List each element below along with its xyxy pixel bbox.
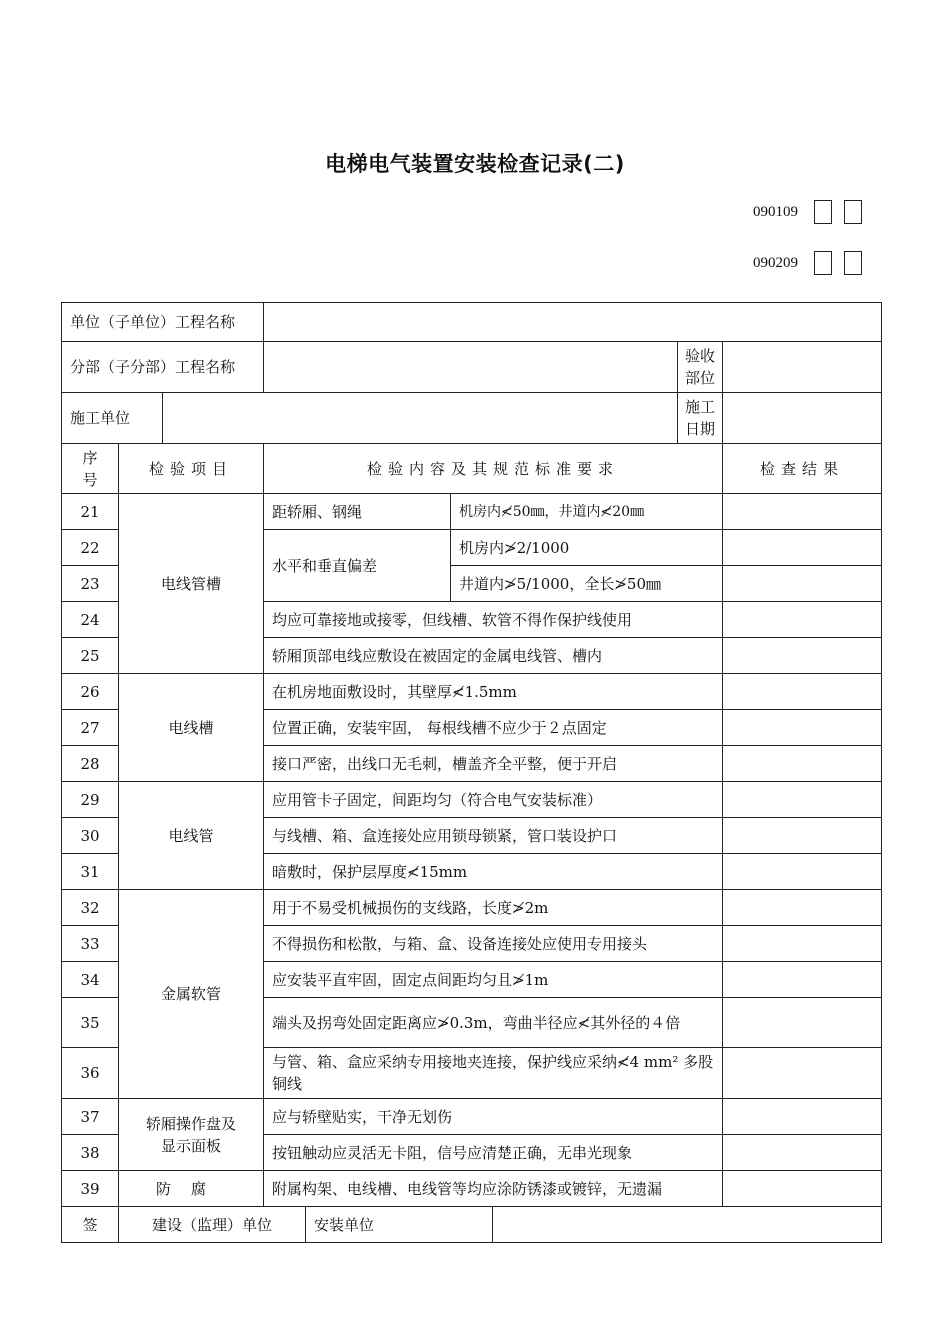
row-requirement: 应安装平直牢固，固定点间距均匀且≯1m [264, 962, 723, 998]
table-row [62, 1099, 882, 1135]
signature-row [62, 1207, 882, 1243]
row-number: 31 [62, 854, 119, 890]
form-code: 090109 [753, 203, 798, 220]
owner-label: 建设（监理）单位 [119, 1207, 306, 1243]
result-cell[interactable] [723, 962, 882, 998]
date-value-cell[interactable] [723, 393, 882, 444]
result-cell[interactable] [723, 530, 882, 566]
row-number: 29 [62, 782, 119, 818]
item-group-label: 电线管槽 [119, 494, 264, 674]
installer-label: 安装单位 [306, 1207, 493, 1243]
sign-label: 签 [62, 1207, 119, 1243]
result-cell[interactable] [723, 602, 882, 638]
row-requirement: 附属构架、电线槽、电线管等均应涂防锈漆或镀锌，无遗漏 [264, 1171, 723, 1207]
row-number: 21 [62, 494, 119, 530]
item-group-label: 金属软管 [119, 890, 264, 1099]
result-cell[interactable] [723, 890, 882, 926]
item-sub-label: 水平和垂直偏差 [264, 530, 451, 602]
item-group-label: 轿厢操作盘及显示面板 [119, 1099, 264, 1171]
row-number: 33 [62, 926, 119, 962]
row-number: 34 [62, 962, 119, 998]
header-row-subunit [62, 342, 882, 393]
result-cell[interactable] [723, 854, 882, 890]
result-cell[interactable] [723, 1171, 882, 1207]
col-seq: 序号 [62, 444, 119, 494]
accept-part-value-cell[interactable] [723, 342, 882, 393]
result-cell[interactable] [723, 746, 882, 782]
accept-part-label: 验收部位 [678, 342, 723, 393]
row-number: 35 [62, 998, 119, 1048]
row-number: 30 [62, 818, 119, 854]
result-cell[interactable] [723, 1048, 882, 1099]
row-requirement: 用于不易受机械损伤的支线路，长度≯2m [264, 890, 723, 926]
col-result: 检查结果 [723, 444, 882, 494]
code-row-1 [753, 199, 862, 225]
header-row-unit [62, 303, 882, 342]
row-requirement: 应与轿壁贴实，干净无划伤 [264, 1099, 723, 1135]
row-number: 39 [62, 1171, 119, 1207]
row-number: 36 [62, 1048, 119, 1099]
item-group-label: 防腐 [119, 1171, 264, 1207]
result-cell[interactable] [723, 782, 882, 818]
result-cell[interactable] [723, 998, 882, 1048]
table-row [62, 1171, 882, 1207]
unit-label: 单位（子单位）工程名称 [62, 303, 264, 342]
row-requirement: 位置正确，安装牢固， 每根线槽不应少于２点固定 [264, 710, 723, 746]
result-cell[interactable] [723, 818, 882, 854]
row-requirement: 不得损伤和松散，与箱、盒、设备连接处应使用专用接头 [264, 926, 723, 962]
row-requirement: 按钮触动应灵活无卡阻，信号应清楚正确，无串光现象 [264, 1135, 723, 1171]
result-cell[interactable] [723, 1135, 882, 1171]
result-cell[interactable] [723, 566, 882, 602]
result-cell[interactable] [723, 494, 882, 530]
table-row [62, 782, 882, 818]
row-number: 23 [62, 566, 119, 602]
row-requirement: 应用管卡子固定，间距均匀（符合电气安装标准） [264, 782, 723, 818]
row-number: 28 [62, 746, 119, 782]
row-requirement: 轿厢顶部电线应敷设在被固定的金属电线管、槽内 [264, 638, 723, 674]
row-number: 27 [62, 710, 119, 746]
row-number: 38 [62, 1135, 119, 1171]
result-cell[interactable] [723, 926, 882, 962]
subunit-label: 分部（子分部）工程名称 [62, 342, 264, 393]
row-number: 37 [62, 1099, 119, 1135]
result-cell[interactable] [723, 710, 882, 746]
code-checkbox[interactable] [814, 200, 832, 224]
form-code: 090209 [753, 254, 798, 271]
column-header-row [62, 444, 882, 494]
col-content: 检验内容及其规范标准要求 [264, 444, 723, 494]
row-number: 22 [62, 530, 119, 566]
row-requirement: 在机房地面敷设时，其壁厚≮1.5mm [264, 674, 723, 710]
code-checkbox[interactable] [844, 251, 862, 275]
table-row [62, 674, 882, 710]
contractor-value-cell[interactable] [163, 393, 678, 444]
result-cell[interactable] [723, 638, 882, 674]
inspection-table [61, 302, 882, 1243]
table-row [62, 890, 882, 926]
table-row [62, 494, 882, 530]
signature-cell[interactable] [493, 1207, 882, 1243]
row-requirement: 机房内≮50㎜，井道内≮20㎜ [451, 494, 723, 530]
result-cell[interactable] [723, 1099, 882, 1135]
page-title: 电梯电气装置安装检查记录(二) [325, 152, 625, 176]
code-row-2 [753, 250, 862, 276]
result-cell[interactable] [723, 674, 882, 710]
row-number: 24 [62, 602, 119, 638]
item-group-label: 电线槽 [119, 674, 264, 782]
date-label: 施工日期 [678, 393, 723, 444]
item-sub-label: 距轿厢、钢绳 [264, 494, 451, 530]
code-checkbox[interactable] [814, 251, 832, 275]
row-requirement: 机房内≯2/1000 [451, 530, 723, 566]
header-row-contractor [62, 393, 882, 444]
row-requirement: 与管、箱、盒应采纳专用接地夹连接，保护线应采纳≮4 mm² 多股铜线 [264, 1048, 723, 1099]
row-number: 26 [62, 674, 119, 710]
contractor-label: 施工单位 [62, 393, 163, 444]
row-requirement: 与线槽、箱、盒连接处应用锁母锁紧，管口装设护口 [264, 818, 723, 854]
row-requirement: 井道内≯5/1000，全长≯50㎜ [451, 566, 723, 602]
subunit-value-cell[interactable] [264, 342, 678, 393]
row-requirement: 均应可靠接地或接零，但线槽、软管不得作保护线使用 [264, 602, 723, 638]
row-requirement: 接口严密，出线口无毛刺，槽盖齐全平整，便于开启 [264, 746, 723, 782]
row-requirement: 暗敷时，保护层厚度≮15mm [264, 854, 723, 890]
col-item: 检验项目 [119, 444, 264, 494]
item-group-label: 电线管 [119, 782, 264, 890]
unit-value-cell[interactable] [264, 303, 882, 342]
row-number: 32 [62, 890, 119, 926]
row-number: 25 [62, 638, 119, 674]
code-checkbox[interactable] [844, 200, 862, 224]
row-requirement: 端头及拐弯处固定距离应≯0.3m，弯曲半径应≮其外径的４倍 [264, 998, 723, 1048]
